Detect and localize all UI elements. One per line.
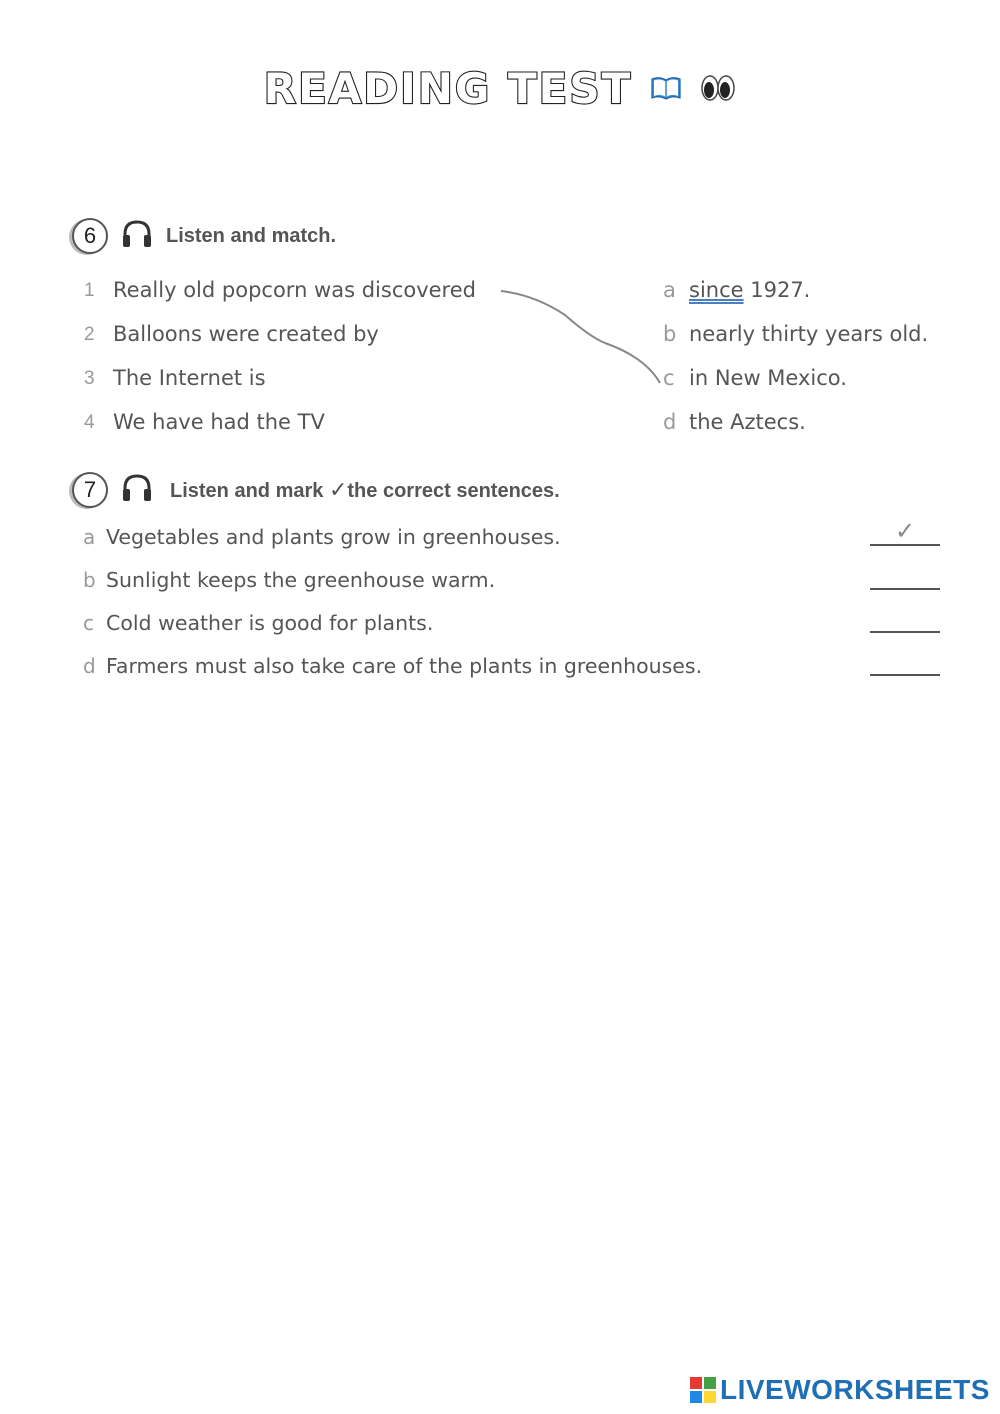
exercise-instruction: Listen and match. <box>166 224 337 247</box>
liveworksheets-logo[interactable] <box>690 1373 990 1407</box>
match-item-text: Balloons were created by <box>113 322 379 346</box>
logo-text: LIVEWORKSHEETS <box>720 1374 990 1405</box>
exercise-number: 6 <box>72 218 108 254</box>
instruction-part-1: Listen and mark <box>170 480 324 502</box>
check-mark: ✓ <box>894 517 916 545</box>
sentence-text: Farmers must also take care of the plants in greenhouses. <box>106 654 703 678</box>
exercise-7-header <box>72 472 560 508</box>
sentence-letter: a <box>83 525 96 549</box>
headphones-icon <box>120 473 154 507</box>
sentence-text: Cold weather is good for plants. <box>106 611 434 635</box>
answer-blank[interactable] <box>870 607 940 633</box>
logo-square <box>704 1377 716 1389</box>
answer-text: in New Mexico. <box>689 366 847 390</box>
answer-letter: b <box>663 322 677 346</box>
logo-square <box>704 1391 716 1403</box>
exercise-number: 7 <box>72 472 108 508</box>
answer-letter: c <box>663 366 675 390</box>
match-item-text: The Internet is <box>113 366 266 390</box>
answer-text <box>689 278 810 302</box>
eyes-icon <box>700 74 736 102</box>
underlined-word: since <box>689 278 744 302</box>
logo-square <box>690 1391 702 1403</box>
page-title-row <box>0 58 1000 118</box>
exercise-instruction <box>170 477 560 503</box>
answer-blank[interactable] <box>870 650 940 676</box>
answer-text-rest: 1927. <box>743 278 811 302</box>
exercise-6-header <box>72 218 336 254</box>
sentence-text: Sunlight keeps the greenhouse warm. <box>106 568 496 592</box>
item-number: 4 <box>84 412 95 433</box>
match-item-text: We have had the TV <box>113 410 325 434</box>
logo-squares-icon <box>690 1377 716 1403</box>
sentence-text: Vegetables and plants grow in greenhouses. <box>106 525 561 549</box>
instruction-part-2: the correct sentences. <box>347 480 560 502</box>
answer-letter: d <box>663 410 677 434</box>
match-line <box>495 285 670 390</box>
sentence-letter: b <box>83 568 96 592</box>
open-book-icon <box>650 75 682 101</box>
item-number: 3 <box>84 368 95 389</box>
page-title: READING TEST <box>263 63 633 113</box>
logo-square <box>690 1377 702 1389</box>
answer-letter: a <box>663 278 676 302</box>
answer-text: nearly thirty years old. <box>689 322 929 346</box>
headphones-icon <box>120 219 154 253</box>
item-number: 2 <box>84 324 95 345</box>
answer-text: the Aztecs. <box>689 410 806 434</box>
sentence-letter: d <box>83 654 96 678</box>
sentence-letter: c <box>83 611 94 635</box>
match-item-text: Really old popcorn was discovered <box>113 278 476 302</box>
check-icon: ✓ <box>328 477 348 502</box>
answer-blank[interactable] <box>870 564 940 590</box>
answer-blank[interactable] <box>870 517 940 546</box>
item-number: 1 <box>84 280 95 301</box>
